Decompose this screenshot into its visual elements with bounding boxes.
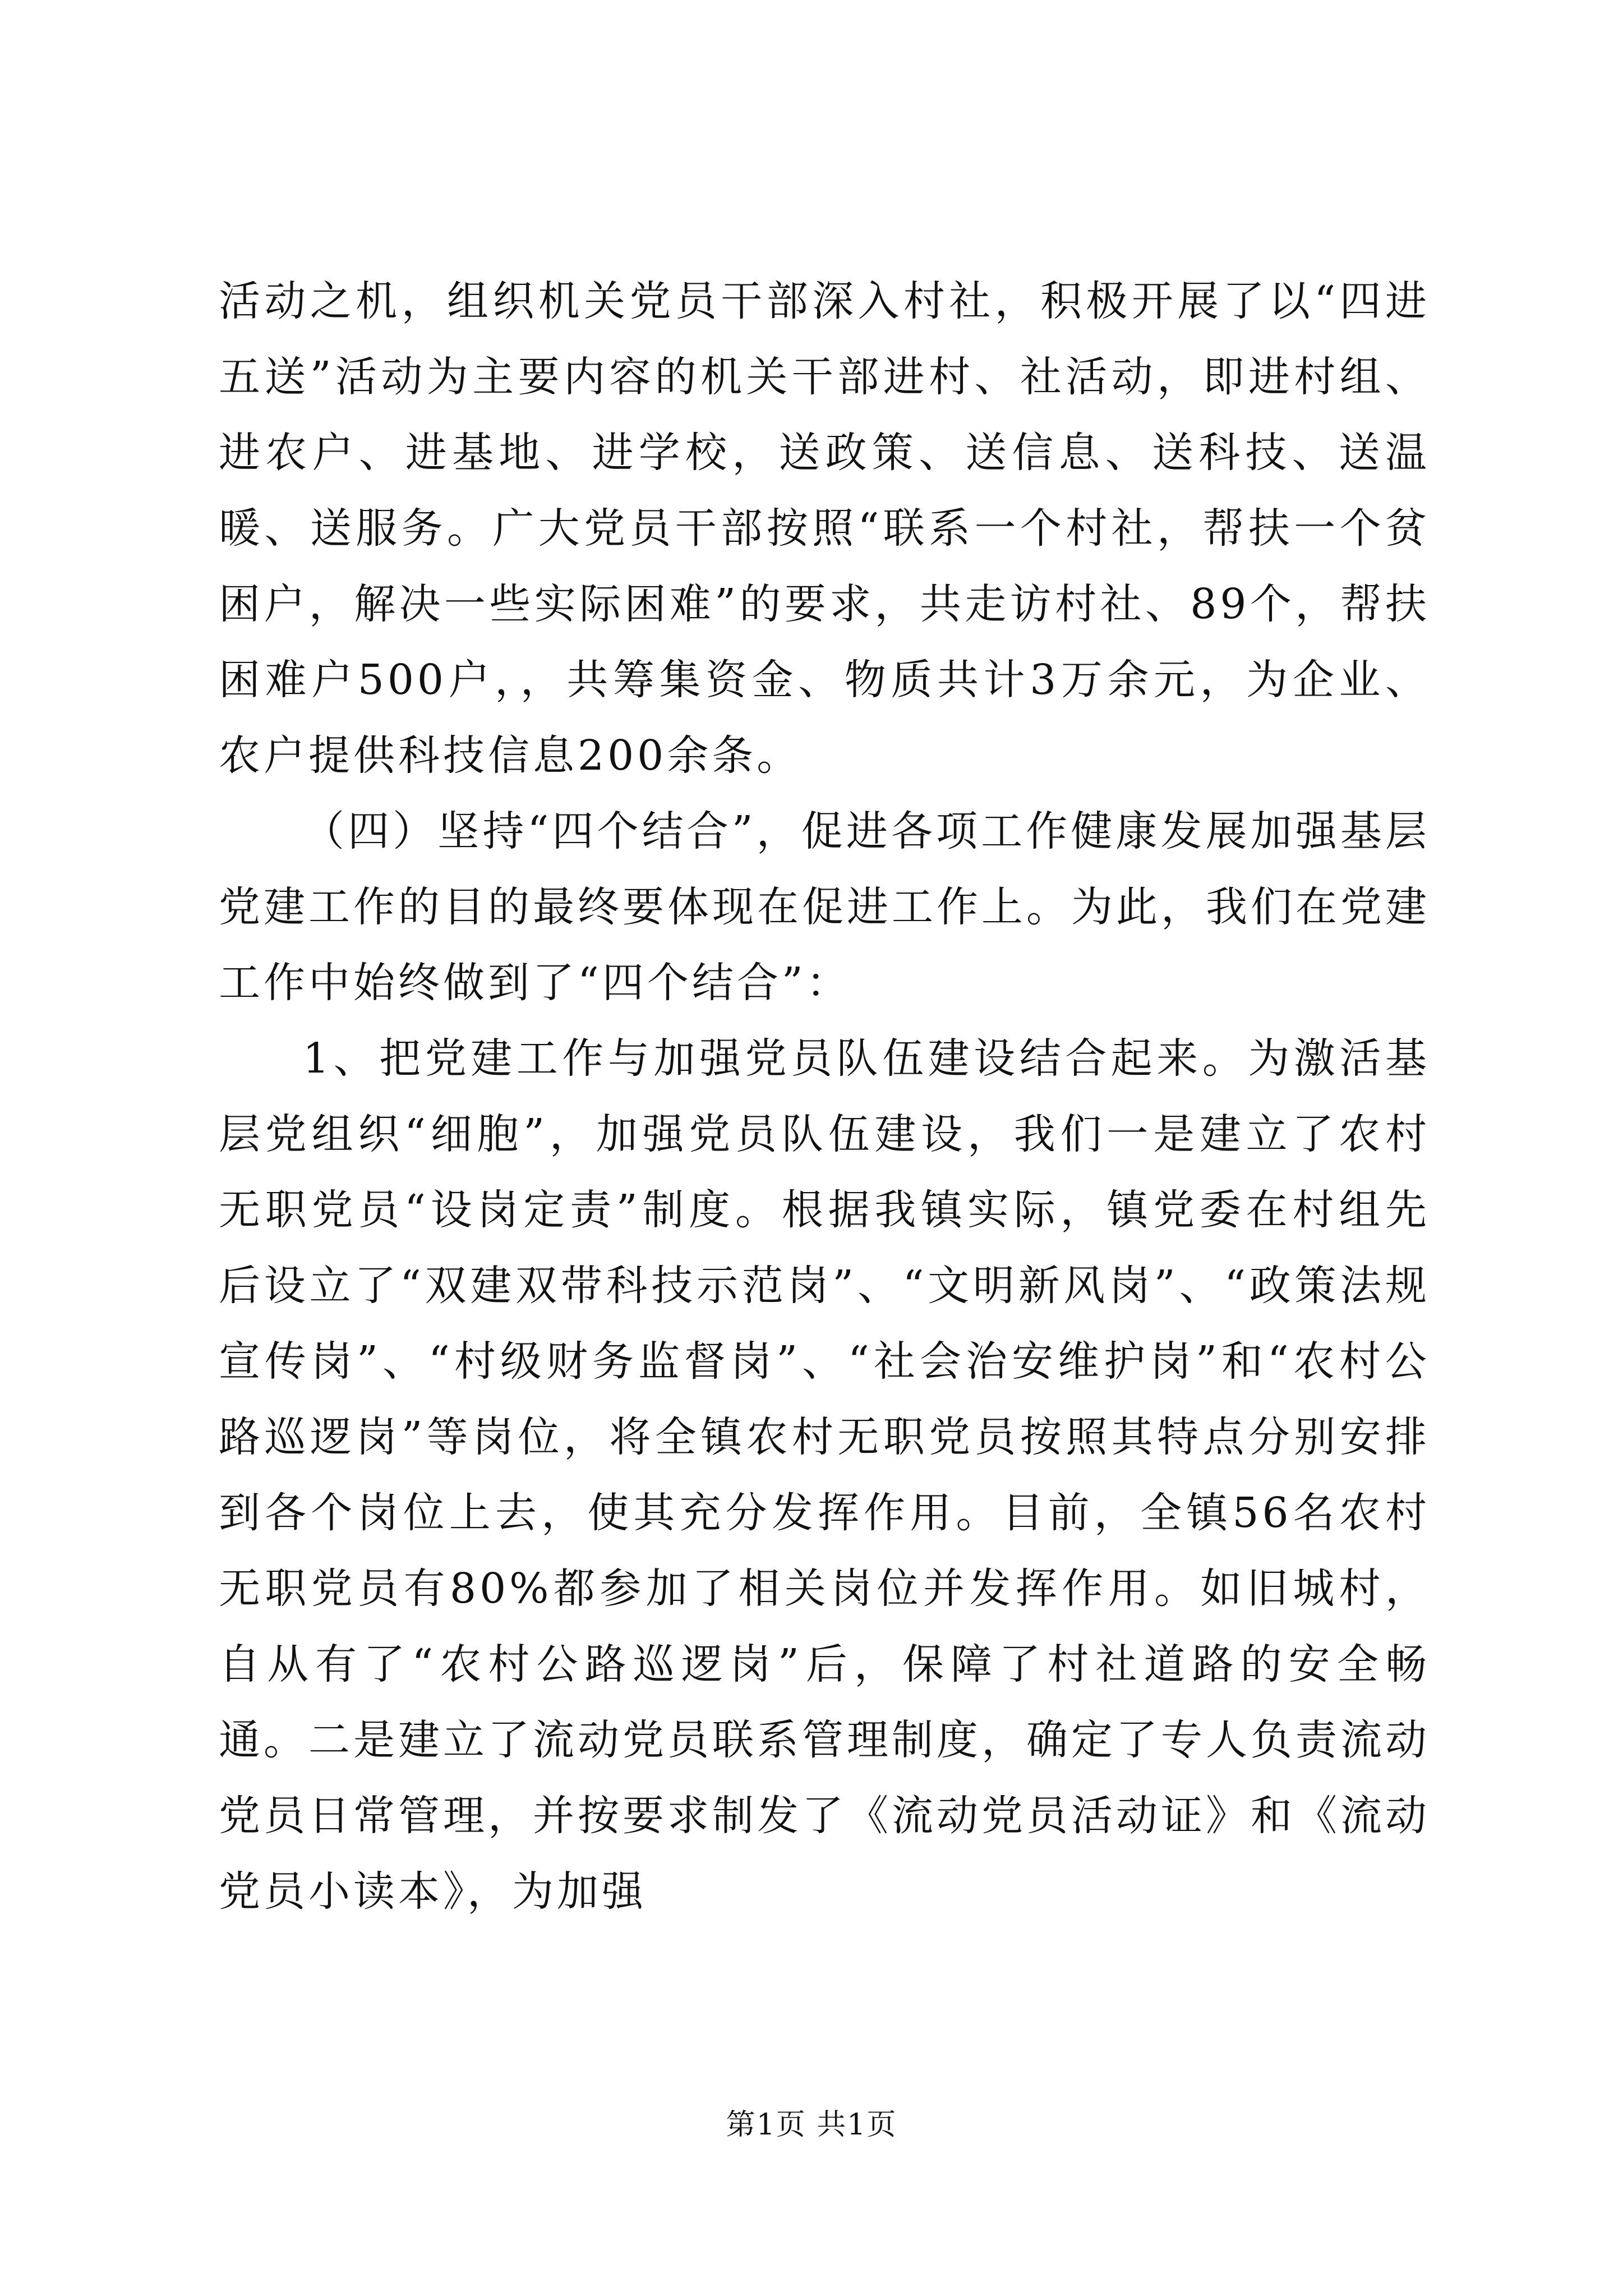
paragraph-3: 1、把党建工作与加强党员队伍建设结合起来。为激活基层党组织“细胞”，加强党员队伍建设，我们一是建立了农村无职党员“设岗定责”制度。根据我镇实际，镇党委在村组先后设立了“双建双带科技示范岗”、“文明新风岗”、“政策法规宣传岗”、“村级财务监督岗”、“社会治安维护岗”和“农村公路巡逻岗”等岗位，将全镇农村无职党员按照其特点分别安排到各个岗位上去，使其充分发挥作用。目前，全镇56名农村无职党员有80%都参加了相关岗位并发挥作用。如旧城村，自从有了“农村公路巡逻岗”后，保障了村社道路的安全畅通。二是建立了流动党员联系管理制度，确定了专人负责流动党员日常管理，并按要求制发了《流动党员活动证》和《流动党员小读本》，为加强 <box>219 1034 1430 1916</box>
paragraph-1: 活动之机，组织机关党员干部深入村社，积极开展了以“四进五送”活动为主要内容的机关干部进村、社活动，即进村组、进农户、进基地、进学校，送政策、送信息、送科技、送温暖、送服务。广大党员干部按照“联系一个村社，帮扶一个贫困户，解决一些实际困难”的要求，共走访村社、89个，帮扶困难户500户，，共筹集资金、物质共计3万余元，为企业、农户提供科技信息200余条。 <box>219 277 1430 780</box>
page-footer: 第1页 共1页 <box>726 2108 897 2142</box>
paragraph-2: （四）坚持“四个结合”，促进各项工作健康发展加强基层党建工作的目的最终要体现在促进工作上。为此，我们在党建工作中始终做到了“四个结合”： <box>219 807 1430 1007</box>
document-body <box>219 264 1430 1930</box>
